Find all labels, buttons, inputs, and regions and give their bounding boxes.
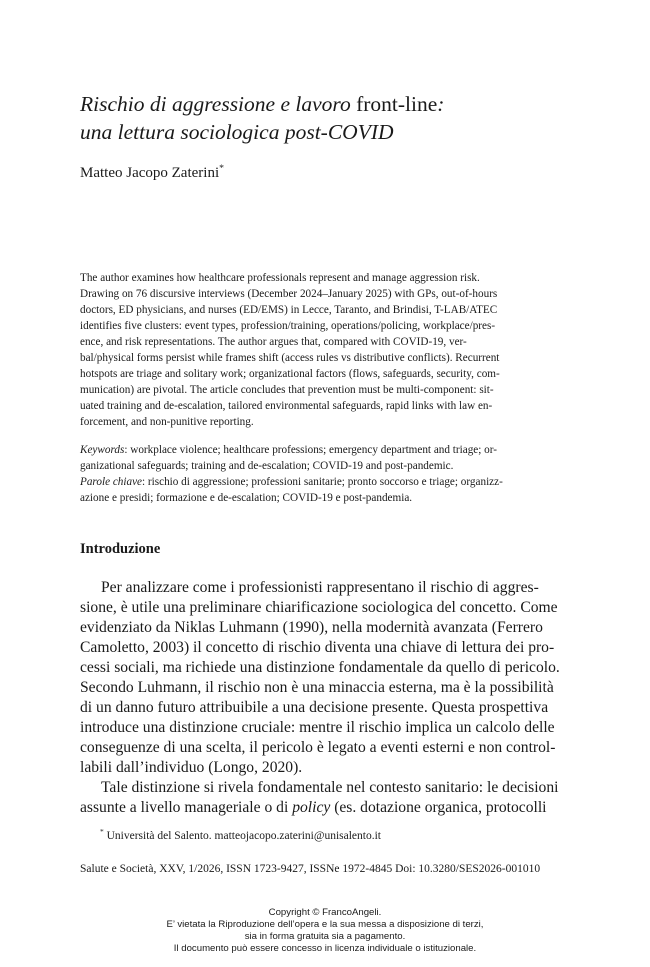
title-colon: : bbox=[437, 92, 445, 116]
keywords-label: Keywords bbox=[80, 444, 125, 456]
keywords-line-1 bbox=[80, 444, 497, 456]
abstract-line: hotspots are triage and solitary work; organizational factors (flows, safeguards, security, com- bbox=[80, 368, 500, 380]
body-line: introduce una distinzione cruciale: mentre il rischio implica un calcolo delle bbox=[80, 719, 555, 736]
author-footnote-mark: * bbox=[219, 163, 224, 174]
body-line: Camoletto, 2003) il concetto di rischio diventa una chiave di lettura dei pro- bbox=[80, 639, 555, 656]
copyright-line: Copyright © FrancoAngeli. bbox=[268, 907, 382, 918]
copyright-line: Il documento può essere concesso in licenza individuale o istituzionale. bbox=[173, 943, 477, 954]
abstract-line: forcement, and non-punitive reporting. bbox=[80, 416, 254, 428]
section-heading: Introduzione bbox=[80, 541, 161, 557]
abstract-line: doctors, ED physicians, and nurses (ED/EMS) in Lecce, Taranto, and Brindisi, T-LAB/ATEC bbox=[80, 304, 498, 316]
body-line: Per analizzare come i professionisti rappresentano il rischio di aggres- bbox=[101, 579, 539, 596]
copyright-line: sia in forma gratuita sia a pagamento. bbox=[244, 931, 406, 942]
article-title-line-1 bbox=[80, 92, 444, 117]
author-name: Matteo Jacopo Zaterini bbox=[80, 165, 220, 181]
copyright-line: E’ vietata la Riproduzione dell’opera e la sua messa a disposizione di terzi, bbox=[166, 919, 484, 930]
author-line bbox=[80, 163, 224, 182]
article-title-line-2: una lettura sociologica post-COVID bbox=[80, 120, 394, 144]
abstract-line: ence, and risk representations. The author argues that, compared with COVID-19, ver- bbox=[80, 336, 467, 348]
title-roman-part: front-line bbox=[350, 92, 438, 116]
parole-chiave-line-2: azione e presidi; formazione e de-escalation; COVID-19 e post-pandemia. bbox=[80, 492, 413, 504]
abstract-line: The author examines how healthcare professionals represent and manage aggression risk. bbox=[80, 272, 480, 284]
title-italic-part: Rischio di aggressione e lavoro bbox=[80, 92, 351, 116]
body-line: Secondo Luhmann, il rischio non è una minaccia esterna, ma è la possibilità bbox=[80, 679, 554, 696]
body-line: conseguenze di una scelta, il pericolo è legato a eventi esterni e non control- bbox=[80, 739, 556, 756]
body-text: assunte a livello manageriale o di bbox=[80, 799, 293, 816]
abstract-line: munication) are pivotal. The article concludes that prevention must be multi-component: sit- bbox=[80, 384, 494, 396]
body-italic-term: policy bbox=[292, 799, 331, 816]
body-text: (es. dotazione organica, protocolli bbox=[330, 799, 547, 816]
body-line: sione, è utile una preliminare chiarificazione sociologica del concetto. Come bbox=[80, 599, 558, 616]
journal-citation: Salute e Società, XXV, 1/2026, ISSN 1723-9427, ISSNe 1972-4845 Doi: 10.3280/SES2026-001010 bbox=[80, 863, 541, 875]
footnote-mark: * bbox=[100, 827, 104, 836]
parole-chiave-text: : rischio di aggressione; professioni sanitarie; pronto soccorso e triage; organizz- bbox=[142, 476, 503, 488]
keywords-line-2: ganizational safeguards; training and de-escalation; COVID-19 and post-pandemic. bbox=[80, 460, 454, 472]
abstract-line: identifies five clusters: event types, profession/training, operations/policing, workplace/pres- bbox=[80, 320, 496, 332]
body-line: Tale distinzione si rivela fondamentale nel contesto sanitario: le decisioni bbox=[101, 779, 559, 796]
body-line: labili dall’individuo (Longo, 2020). bbox=[80, 759, 303, 776]
abstract-line: Drawing on 76 discursive interviews (December 2024–January 2025) with GPs, out-of-hours bbox=[80, 288, 498, 300]
body-line: evidenziato da Niklas Luhmann (1990), nella modernità avanzata (Ferrero bbox=[80, 619, 543, 636]
abstract-line: uated training and de-escalation, tailored environmental safeguards, rapid links with law en- bbox=[80, 400, 493, 412]
footnote bbox=[100, 827, 381, 842]
keywords-text: : workplace violence; healthcare professions; emergency department and triage; or- bbox=[124, 444, 497, 456]
body-line: cessi sociali, ma richiede una distinzione fondamentale da quello di pericolo. bbox=[80, 659, 560, 676]
body-line: di un danno futuro attribuibile a una decisione presente. Questa prospettiva bbox=[80, 699, 549, 716]
body-line-last bbox=[80, 799, 547, 817]
parole-chiave-line-1 bbox=[80, 476, 503, 488]
footnote-text: Università del Salento. matteojacopo.zaterini@unisalento.it bbox=[103, 829, 381, 842]
parole-chiave-label: Parole chiave bbox=[80, 476, 143, 488]
abstract-line: bal/physical forms persist while frames shift (access rules vs distributive conflicts). Recurrent bbox=[80, 352, 500, 364]
